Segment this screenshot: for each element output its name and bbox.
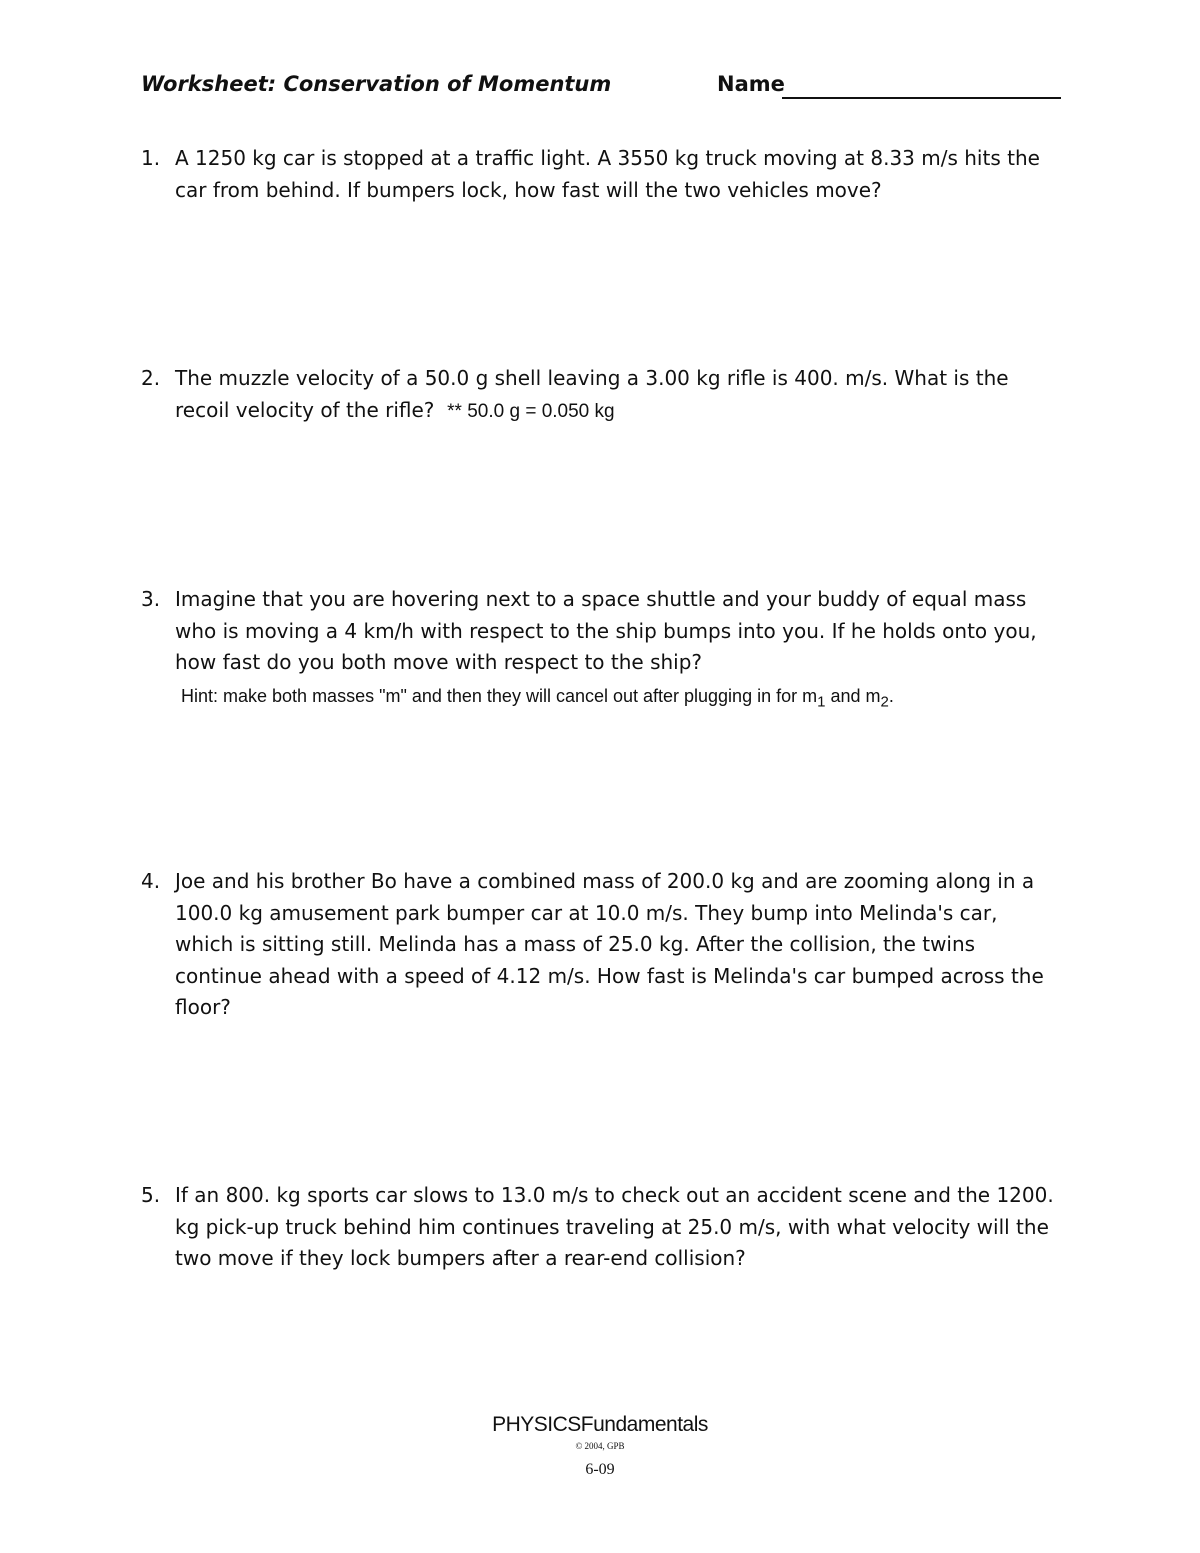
- question-3: [141, 584, 1061, 718]
- conversion-note: ** 50.0 g = 0.050 kg: [447, 400, 615, 422]
- hint-text: Hint: make both masses "m" and then they will cancel out after plugging in for $m_1$ and $m_2$.: [181, 685, 894, 711]
- question-text: Imagine that you are hovering next to a space shuttle and your buddy of equal mass who is moving a 4 km/h with respect to the ship bumps into you. If he holds onto you, how fast do you both move with respect to the ship?: [175, 587, 1037, 674]
- question-text: A 1250 kg car is stopped at a traffic light. A 3550 kg truck moving at 8.33 m/s hits the car from behind. If bumpers lock, how fast will the two vehicles move?: [175, 146, 1040, 202]
- copyright-notice: © 2004, GPB: [575, 1441, 625, 1451]
- question-2: [141, 363, 1061, 427]
- question-text: If an 800. kg sports car slows to 13.0 m/s to check out an accident scene and the 1200. kg pick-up truck behind him continues traveling at 25.0 m/s, with what velocity will the two move if they lock bumpers after a rear-end collision?: [175, 1183, 1054, 1270]
- question-number: 1.: [141, 146, 161, 170]
- question-text: Joe and his brother Bo have a combined mass of 200.0 kg and are zooming along in a 100.0 kg amusement park bumper car at 10.0 m/s. They bump into Melinda's car, which is sitting still. Melinda has a mass of 25.0 kg. After the collision, the twins continue ahead with a speed of 4.12 m/s. How fast is Melinda's car bumped across the floor?: [175, 869, 1044, 1019]
- question-body: [175, 363, 1061, 427]
- publisher-brand: PHYSICSFundamentals: [492, 1413, 708, 1436]
- name-label: Name: [717, 72, 785, 96]
- question-text: The muzzle velocity of a 50.0 g shell leaving a 3.00 kg rifle is 400. m/s. What is the recoil velocity of the rifle?: [175, 366, 1009, 422]
- worksheet-title: Worksheet: Conservation of Momentum: [141, 72, 612, 96]
- question-number: 2.: [141, 366, 161, 390]
- question-1: [141, 143, 1061, 206]
- name-blank-line: [782, 97, 1061, 99]
- question-body: [175, 584, 1061, 718]
- question-4: [141, 866, 1061, 1024]
- question-number: 4.: [141, 869, 161, 893]
- question-number: 5.: [141, 1183, 161, 1207]
- page-number: 6-09: [585, 1461, 615, 1478]
- worksheet-header: [141, 72, 1061, 104]
- question-5: [141, 1180, 1061, 1275]
- question-number: 3.: [141, 587, 161, 611]
